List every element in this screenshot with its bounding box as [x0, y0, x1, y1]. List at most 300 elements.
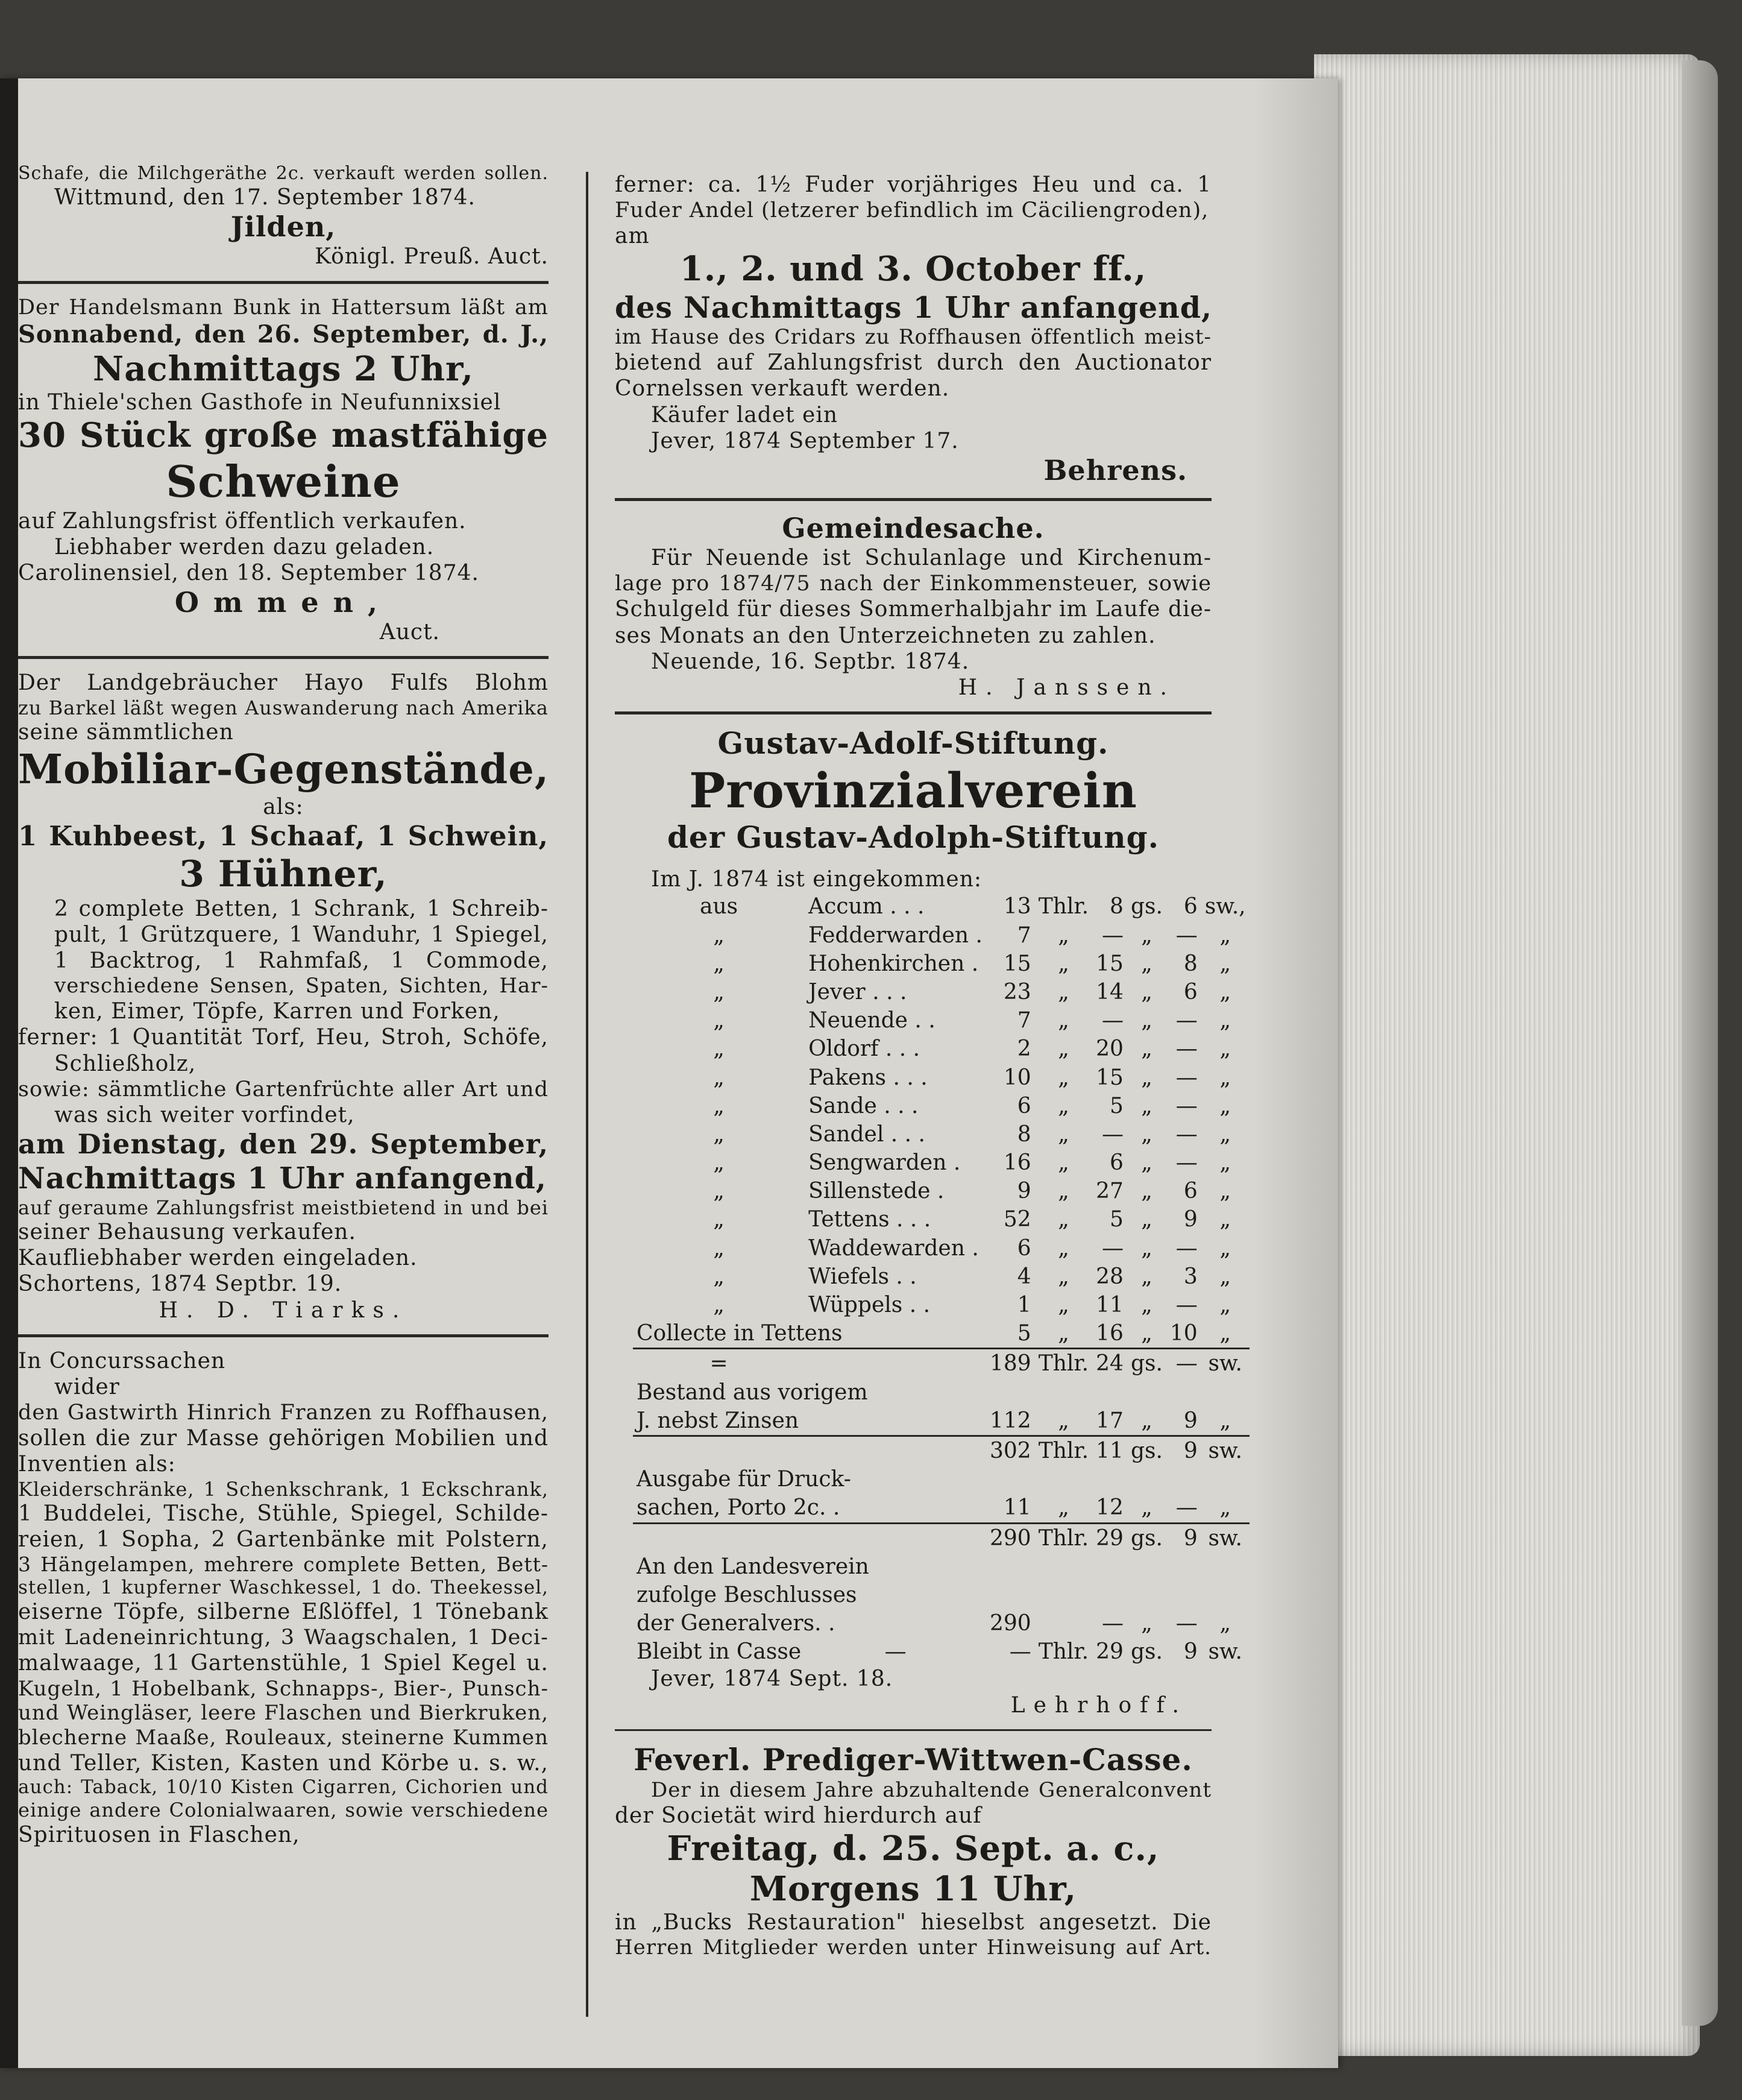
- cell: „: [1219, 951, 1231, 976]
- text-line: In Concurssachen: [18, 1348, 226, 1373]
- cell: [986, 1553, 1250, 1581]
- subtotal-row: [633, 1349, 1250, 1378]
- cell: 290: [989, 1611, 1031, 1636]
- text-line: Herren Mitglieder werden unter Hinweisung auf Art.: [615, 1935, 1212, 1960]
- text-line: Fuder Andel (letzerer befindlich im Cäciliengroden),: [615, 198, 1209, 223]
- cell: —: [1175, 1036, 1198, 1062]
- date-headline: Sonnabend, den 26. September, d. J.,: [18, 320, 549, 348]
- cell: 14: [1096, 979, 1124, 1004]
- text-line: malwaage, 11 Gartenstühle, 1 Spiel Kegel u.: [18, 1651, 549, 1676]
- cell: 3: [1183, 1264, 1198, 1289]
- cell: [1035, 1609, 1092, 1638]
- cell: 23: [1003, 979, 1031, 1004]
- cell: „: [713, 1264, 725, 1289]
- cell: 5: [1017, 1321, 1031, 1346]
- widows-fund-notice: [615, 1742, 1212, 1960]
- collection-row: [633, 1035, 1250, 1063]
- signature: Behrens.: [1043, 453, 1187, 487]
- cell: „: [1219, 1408, 1231, 1433]
- cell: „: [713, 1293, 725, 1318]
- cell: 7: [1017, 1008, 1031, 1033]
- cell: „: [1058, 1150, 1069, 1176]
- text-line: blecherne Maaße, Rouleaux, steinerne Kummen: [18, 1726, 549, 1750]
- text-line: Inventien als:: [18, 1452, 176, 1477]
- cell: 13: [1003, 894, 1031, 919]
- cell: Waddewarden .: [808, 1235, 979, 1261]
- cell: —: [1101, 1121, 1124, 1147]
- auction-notice-wittmund: [18, 163, 549, 270]
- cell: Neuende . .: [808, 1008, 935, 1033]
- cell: „: [1219, 1036, 1231, 1062]
- collection-row: [633, 1092, 1250, 1120]
- text-line: Käufer ladet ein: [651, 402, 838, 427]
- transfer-row: [633, 1553, 1250, 1581]
- cell: —: [1175, 1121, 1198, 1147]
- text-line: ken, Eimer, Töpfe, Karren und Forken,: [54, 999, 500, 1024]
- text-line: mit Ladeneinrichtung, 3 Waagschalen, 1 Deci-: [18, 1625, 549, 1650]
- transfer-row: [633, 1609, 1250, 1638]
- cell: gs.: [1130, 894, 1163, 919]
- text-line: Der Landgebräucher Hayo Fulfs Blohm: [18, 670, 549, 696]
- text-line: ferner: 1 Quantität Torf, Heu, Stroh, Schöfe,: [18, 1025, 549, 1050]
- cell: gs.: [1127, 1349, 1166, 1378]
- date-line: Carolinensiel, den 18. September 1874.: [18, 560, 479, 585]
- text-line: einige andere Colonialwaaren, sowie verschiedene: [18, 1799, 549, 1822]
- cell: 189: [986, 1349, 1035, 1378]
- right-column: [615, 172, 1246, 1960]
- cell: 4: [1017, 1264, 1031, 1289]
- text-line: Kaufliebhaber werden eingeladen.: [18, 1246, 418, 1271]
- gustav-adolf-notice: [615, 725, 1246, 1718]
- text-line: seine sämmtlichen: [18, 720, 234, 745]
- date-line: Neuende, 16. Septbr. 1874.: [651, 649, 970, 674]
- spacer: [615, 856, 1212, 866]
- cell: „: [713, 1235, 725, 1261]
- cell: 20: [1096, 1036, 1124, 1062]
- signature: Ommen,: [174, 586, 392, 619]
- cell: 28: [1096, 1264, 1124, 1289]
- cell: [633, 1436, 986, 1465]
- cell: 10: [1169, 1321, 1198, 1346]
- cell: Thlr.: [1035, 1436, 1092, 1465]
- item-headline: Schweine: [166, 456, 401, 508]
- date-line: Jever, 1874 Sept. 18.: [651, 1666, 893, 1692]
- cell: —: [1101, 1235, 1124, 1261]
- cell: „: [1141, 1611, 1152, 1636]
- text-line: ferner: ca. 1½ Fuder vorjähriges Heu und ca. 1: [615, 172, 1212, 197]
- date-line: Schortens, 1874 Septbr. 19.: [18, 1272, 342, 1297]
- remaining-balance-row: [633, 1638, 1250, 1666]
- cell: J. nebst Zinsen: [637, 1408, 799, 1433]
- text-line: Kugeln, 1 Hobelbank, Schnapps-, Bier-, Punsch-: [18, 1676, 549, 1701]
- cell: „: [1141, 951, 1152, 976]
- cell: „: [1141, 1036, 1152, 1062]
- collection-row: [633, 1177, 1250, 1205]
- cell: —: [1101, 922, 1124, 948]
- cell: 15: [1096, 951, 1124, 976]
- cell: 8: [1110, 894, 1124, 919]
- cell: [986, 1581, 1250, 1609]
- cell: „: [1141, 1495, 1152, 1521]
- cell: „: [713, 1036, 725, 1062]
- collection-row: [633, 978, 1250, 1006]
- collection-row: [633, 1234, 1250, 1263]
- cell: „: [1058, 1293, 1069, 1318]
- cell: 6: [1110, 1150, 1124, 1176]
- cell: „: [713, 1008, 725, 1033]
- text-line: Cornelssen verkauft werden.: [615, 376, 950, 402]
- item-headline: 1 Kuhbeest, 1 Schaaf, 1 Schwein,: [18, 819, 549, 852]
- separator: [18, 281, 549, 284]
- cell: „: [1219, 1321, 1231, 1346]
- cell: „: [1058, 1093, 1069, 1118]
- cell: 7: [1017, 922, 1031, 948]
- collection-row: [633, 1149, 1250, 1177]
- text-line: auch: Taback, 10/10 Kisten Cigarren, Cichorien und: [18, 1776, 549, 1799]
- cell: —: [1175, 1093, 1198, 1118]
- cell: Thlr.: [1035, 1523, 1092, 1553]
- cell: —: [1009, 1639, 1031, 1665]
- subtotal-row: [633, 1523, 1250, 1553]
- cell: „: [1058, 1264, 1069, 1289]
- text-line: eiserne Töpfe, silberne Eßlöffel, 1 Tönebank: [18, 1600, 549, 1625]
- time-headline: Nachmittags 2 Uhr,: [93, 348, 474, 389]
- text-line: stellen, 1 kupferner Waschkessel, 1 do. Theekessel,: [18, 1576, 549, 1598]
- balance-row: [633, 1378, 1250, 1407]
- cell: Bleibt in Casse: [637, 1639, 802, 1665]
- cell: Thlr.: [1035, 1349, 1092, 1378]
- text-line: Kleiderschränke, 1 Schenkschrank, 1 Eckschrank,: [18, 1477, 549, 1501]
- cell: 29: [1092, 1523, 1127, 1553]
- cell: 16: [1096, 1321, 1124, 1346]
- notice-subtitle: der Gustav-Adolph-Stiftung.: [667, 819, 1160, 856]
- text-line: und Weingläser, leere Flaschen und Bierkruken,: [18, 1701, 549, 1726]
- cell: 10: [1003, 1065, 1031, 1090]
- text-line: den Gastwirth Hinrich Franzen zu Roffhausen,: [18, 1401, 549, 1425]
- text-line: in „Bucks Restauration" hieselbst angesetzt. Die: [615, 1910, 1212, 1935]
- hay-sale-ad: [615, 172, 1212, 487]
- cell: Collecte in Tettens: [637, 1321, 843, 1346]
- cell: sw.: [1201, 1523, 1250, 1553]
- cell: „: [1219, 1293, 1231, 1318]
- cell: 6: [1183, 894, 1198, 919]
- cell: 17: [1096, 1408, 1124, 1433]
- cell: —: [1175, 1293, 1198, 1318]
- transfer-row: [633, 1581, 1250, 1609]
- signature: H. Janssen.: [958, 675, 1175, 701]
- cell: 112: [989, 1408, 1031, 1433]
- text-line: 3 Hängelampen, mehrere complete Betten, Bett-: [18, 1553, 549, 1577]
- cell: „: [713, 922, 725, 948]
- cell: —: [1101, 1611, 1124, 1636]
- text-line: verschiedene Sensen, Spaten, Sichten, Har-: [54, 974, 549, 998]
- signature-title: Königl. Preuß. Auct.: [315, 244, 549, 270]
- cell: „: [1058, 1495, 1069, 1521]
- cell: 2: [1017, 1036, 1031, 1062]
- cell: „: [1141, 1008, 1152, 1033]
- cell: „: [1141, 922, 1152, 948]
- cell: Tettens . . .: [808, 1207, 931, 1232]
- cell: 1: [1017, 1293, 1031, 1318]
- cell: „: [1141, 1150, 1152, 1176]
- cell: „: [1219, 922, 1231, 948]
- cell: [805, 1349, 986, 1378]
- signature-title: Auct.: [379, 620, 440, 645]
- cell: „: [1219, 1150, 1231, 1176]
- text-line: der Societät wird hierdurch auf: [615, 1803, 982, 1828]
- cell: „: [1141, 1264, 1152, 1289]
- cell: 9: [1183, 1207, 1198, 1232]
- cell: Thlr.: [1038, 894, 1089, 919]
- cell: „: [1219, 1207, 1231, 1232]
- cell: Sillenstede .: [808, 1179, 945, 1204]
- cell: 9: [1183, 1408, 1198, 1433]
- cell: „: [1058, 1207, 1069, 1232]
- text-line: im Hause des Cridars zu Roffhausen öffentlich meist-: [615, 325, 1212, 350]
- collection-table: [633, 892, 1250, 1666]
- signature: Lehrhoff.: [1010, 1692, 1187, 1718]
- left-column: [18, 163, 549, 1848]
- cell: Wüppels . .: [808, 1293, 931, 1318]
- cell: 6: [1183, 979, 1198, 1004]
- collection-row: [633, 1064, 1250, 1092]
- item-headline: Mobiliar-Gegenstände,: [18, 745, 550, 793]
- text-line: Schafe, die Milchgeräthe 2c. verkauft werden sollen.: [18, 163, 549, 184]
- cell: „: [1219, 1264, 1231, 1289]
- cell: „: [1219, 1093, 1231, 1118]
- cell: —: [1175, 922, 1198, 948]
- text-line: wider: [54, 1375, 120, 1400]
- expense-row: [633, 1493, 1250, 1523]
- cell: 11: [1003, 1495, 1031, 1521]
- item-headline: 30 Stück große mastfähige: [18, 415, 549, 455]
- cell: „: [713, 979, 725, 1004]
- cell: „: [1141, 1207, 1152, 1232]
- date-headline: Freitag, d. 25. Sept. a. c.,: [667, 1828, 1160, 1868]
- cell: 29: [1096, 1639, 1124, 1665]
- cell: „: [1058, 1179, 1069, 1204]
- text-line: sowie: sämmtliche Gartenfrüchte aller Art und: [18, 1077, 549, 1102]
- collection-row: [633, 950, 1250, 978]
- cell: Thlr.: [1038, 1639, 1089, 1665]
- cell: gs.: [1127, 1436, 1166, 1465]
- cell: —: [1175, 1008, 1198, 1033]
- cell: „: [713, 1207, 725, 1232]
- cell: sw.: [1201, 1349, 1250, 1378]
- cell: 9: [1166, 1436, 1201, 1465]
- cell: sachen, Porto 2c. .: [637, 1495, 840, 1521]
- cell: —: [1175, 1150, 1198, 1176]
- cell: [633, 1523, 986, 1553]
- cell: 27: [1096, 1179, 1124, 1204]
- cell: „: [1219, 1121, 1231, 1147]
- signature: H. D. Tiarks.: [159, 1298, 408, 1323]
- cell: „: [713, 1093, 725, 1118]
- cell: „: [1219, 1495, 1231, 1521]
- separator: [615, 1729, 1212, 1731]
- cell: —: [1166, 1349, 1201, 1378]
- text-line: ses Monats an den Unterzeichneten zu zahlen.: [615, 623, 1156, 648]
- cell: aus: [700, 894, 738, 919]
- cell: „: [1058, 951, 1069, 976]
- text-line: auf geraume Zahlungsfrist meistbietend in und bei: [18, 1196, 549, 1219]
- text-line: Der in diesem Jahre abzuhaltende Generalconvent: [651, 1777, 1212, 1802]
- cell: Sande . . .: [808, 1093, 919, 1118]
- cell: 6: [1183, 1179, 1198, 1204]
- cell: gs.: [1127, 1523, 1166, 1553]
- collection-row: [633, 1319, 1250, 1349]
- cell: 24: [1092, 1349, 1127, 1378]
- cell: „: [1141, 1179, 1152, 1204]
- cell: zufolge Beschlusses: [637, 1582, 857, 1607]
- text-line: Schließholz,: [54, 1051, 197, 1076]
- text-line: zu Barkel läßt wegen Auswanderung nach Amerika: [18, 696, 549, 719]
- time-headline: Morgens 11 Uhr,: [749, 1869, 1077, 1909]
- cell: „: [1219, 1008, 1231, 1033]
- date-line: Wittmund, den 17. September 1874.: [54, 185, 476, 210]
- emigration-sale-ad: [18, 670, 549, 1323]
- binding-gutter: [0, 78, 18, 2068]
- cell: =: [633, 1349, 805, 1378]
- cell: 5: [1110, 1093, 1124, 1118]
- separator: [615, 498, 1212, 501]
- cell: sw.: [1208, 1639, 1242, 1665]
- table-intro: Im J. 1874 ist eingekommen:: [651, 867, 983, 892]
- cell: 11: [1092, 1436, 1127, 1465]
- cell: 52: [1003, 1207, 1031, 1232]
- notice-headline: Provinzialverein: [689, 762, 1137, 819]
- text-line: Schulgeld für dieses Sommerhalbjahr im Laufe die-: [615, 597, 1212, 622]
- cell: „: [713, 1121, 725, 1147]
- cell: 15: [1096, 1065, 1124, 1090]
- cell: „: [1219, 1235, 1231, 1261]
- cell: „: [713, 1179, 725, 1204]
- text-line: pult, 1 Grützquere, 1 Wanduhr, 1 Spiegel,: [54, 922, 549, 947]
- cell: —: [1175, 1065, 1198, 1090]
- cell: „: [713, 1150, 725, 1176]
- cell: „: [1058, 1036, 1069, 1062]
- text-line: sollen die zur Masse gehörigen Mobilien und: [18, 1426, 549, 1451]
- book-page-edges: [1314, 54, 1700, 2056]
- cell: „: [1141, 1408, 1152, 1433]
- cell: „: [1219, 979, 1231, 1004]
- text-line: Der Handelsmann Bunk in Hattersum läßt am: [18, 295, 549, 320]
- cell: „: [1141, 1293, 1152, 1318]
- cell: 12: [1096, 1495, 1124, 1521]
- collection-row: [633, 921, 1250, 950]
- collection-row: [633, 1120, 1250, 1149]
- subtotal-row: [633, 1436, 1250, 1465]
- collection-row: [633, 892, 1250, 921]
- date-line: Jever, 1874 September 17.: [651, 428, 959, 453]
- cell: Fedderwarden .: [808, 922, 983, 948]
- cell: Oldorf . . .: [808, 1036, 920, 1062]
- text-line: in Thiele'schen Gasthofe in Neufunnixsiel: [18, 389, 502, 415]
- time-headline: des Nachmittags 1 Uhr anfangend,: [615, 289, 1213, 325]
- collection-row: [633, 1006, 1250, 1035]
- cell: „: [1141, 1235, 1152, 1261]
- cell: „: [1219, 1611, 1231, 1636]
- cell: Wiefels . .: [808, 1264, 917, 1289]
- text-line: 1 Buddelei, Tische, Stühle, Spiegel, Schilde-: [18, 1501, 549, 1526]
- balance-row: [633, 1407, 1250, 1436]
- cell: Ausgabe für Druck-: [637, 1467, 851, 1492]
- cell: sw.: [1201, 1436, 1250, 1465]
- cell: 6: [1017, 1235, 1031, 1261]
- cell: „: [1219, 1179, 1231, 1204]
- collection-row: [633, 1263, 1250, 1291]
- text-line: Spirituosen in Flaschen,: [18, 1822, 300, 1847]
- cell: „: [1058, 979, 1069, 1004]
- collection-table-totals: [633, 1349, 1250, 1666]
- expense-row: [633, 1465, 1250, 1493]
- cell: 15: [1003, 951, 1031, 976]
- cell: —: [884, 1639, 907, 1665]
- text-line: lage pro 1874/75 nach der Einkommensteuer, sowie: [615, 572, 1212, 596]
- cell: Hohenkirchen .: [808, 951, 979, 976]
- cell: „: [1141, 1321, 1152, 1346]
- cell: 16: [1003, 1150, 1031, 1176]
- cell: „: [1141, 979, 1152, 1004]
- item-headline: 3 Hühner,: [179, 853, 388, 895]
- text-line: 2 complete Betten, 1 Schrank, 1 Schreib-: [54, 896, 549, 921]
- cell: Jever . . .: [808, 979, 907, 1004]
- cell: —: [1175, 1495, 1198, 1521]
- text-line: was sich weiter vorfindet,: [54, 1102, 355, 1127]
- cell: „: [1058, 1121, 1069, 1147]
- page-shadow: [1254, 78, 1338, 2068]
- signature: Jilden,: [230, 210, 336, 244]
- separator: [615, 711, 1212, 714]
- cell: 290: [986, 1523, 1035, 1553]
- cell: „: [1058, 1408, 1069, 1433]
- date-headline: am Dienstag, den 29. September,: [18, 1127, 549, 1160]
- cell: Accum . . .: [808, 894, 925, 919]
- collection-row: [633, 1291, 1250, 1319]
- cell: „: [1058, 1008, 1069, 1033]
- cell: Bestand aus vorigem: [637, 1380, 868, 1405]
- collection-row: [633, 1205, 1250, 1234]
- cell: 6: [1017, 1093, 1031, 1118]
- text-line: reien, 1 Sopha, 2 Gartenbänke mit Polstern,: [18, 1527, 549, 1553]
- text-line: Für Neuende ist Schulanlage und Kirchenum-: [651, 546, 1212, 571]
- collection-table-body: [633, 892, 1250, 1349]
- text-line: am: [615, 224, 650, 249]
- separator: [18, 1334, 549, 1337]
- cell: Sandel . . .: [808, 1121, 925, 1147]
- cell: Sengwarden .: [808, 1150, 961, 1176]
- cell: 11: [1096, 1293, 1124, 1318]
- text-line: 1 Backtrog, 1 Rahmfaß, 1 Commode,: [54, 948, 549, 974]
- cell: 9: [1166, 1523, 1201, 1553]
- text-line: als:: [263, 794, 304, 819]
- cell: „: [1141, 1121, 1152, 1147]
- cell: 8: [1017, 1121, 1031, 1147]
- cell: 8: [1183, 951, 1198, 976]
- cell: „: [1058, 922, 1069, 948]
- text-line: seiner Behausung verkaufen.: [18, 1220, 356, 1245]
- time-headline: Nachmittags 1 Uhr anfangend,: [18, 1160, 547, 1196]
- bankruptcy-sale-ad: [18, 1348, 549, 1848]
- cell: „: [1058, 1321, 1069, 1346]
- text-line: Liebhaber werden dazu geladen.: [54, 534, 435, 560]
- cell: der Generalvers. .: [637, 1611, 835, 1636]
- cell: „: [713, 951, 725, 976]
- cell: —: [1101, 1008, 1124, 1033]
- cell: „: [1058, 1235, 1069, 1261]
- cell: „: [1141, 1065, 1152, 1090]
- cell: „: [1219, 1065, 1231, 1090]
